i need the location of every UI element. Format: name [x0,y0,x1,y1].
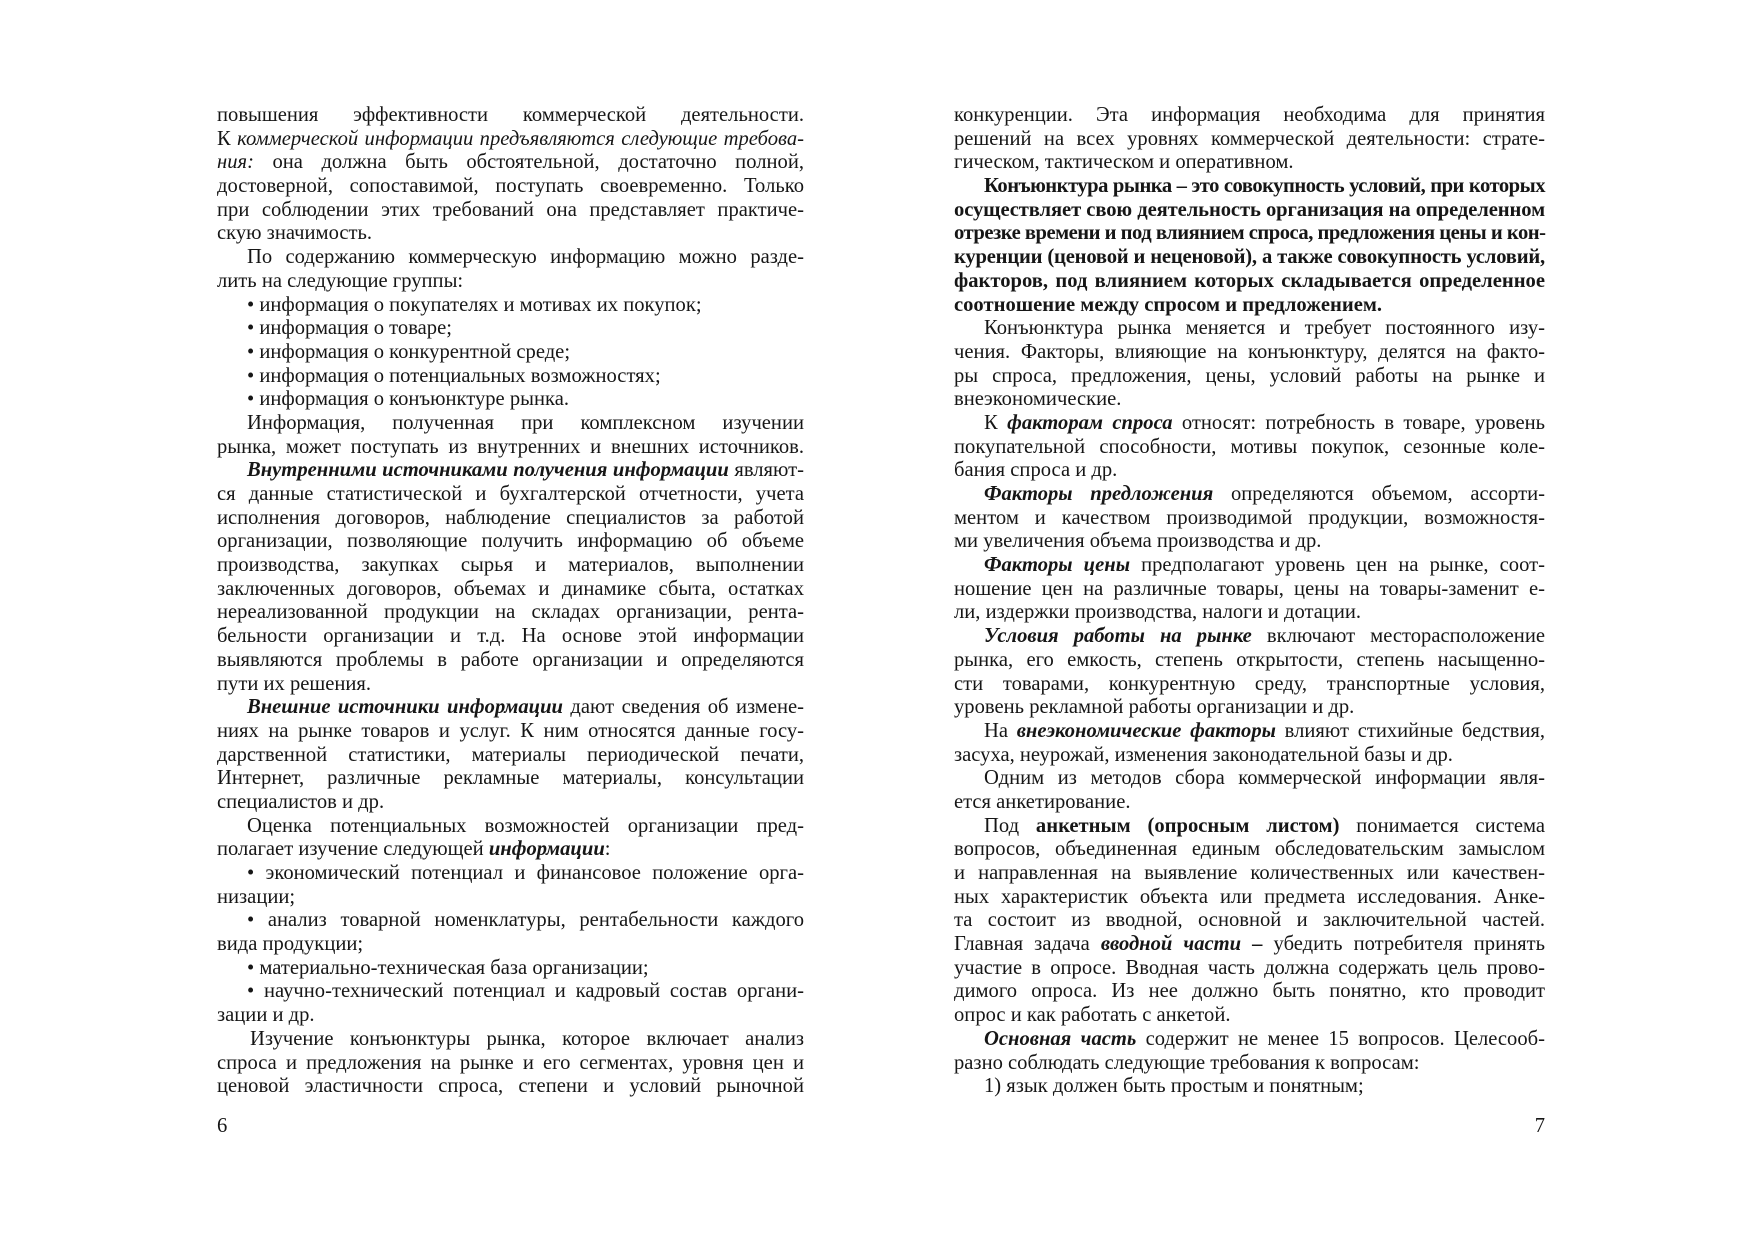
text-segment: димого опроса. Из нее должно быть понятно, кто проводит [954,980,1545,1003]
text-segment: конкуренции. Эта информация необходима для принятия [954,104,1545,126]
text-line [954,412,1545,436]
text-line [217,175,804,199]
text-segment: чения. Факторы, влияющие на конъюнктуру, делятся на факто- [954,340,1545,363]
text-segment: пути их решения. [217,672,372,695]
text-segment: опрос и как работать с анкетой. [954,1004,1231,1027]
emphasized-text: куренции (ценовой и неценовой), а также совокупность условий, [954,246,1545,269]
text-segment: при соблюдении этих требований она представляет практиче- [217,198,804,221]
text-line [954,530,1545,554]
text-segment: ниях на рынке товаров и услуг. К ним относятся данные госу- [217,719,804,742]
text-segment: По содержанию коммерческую информацию можно разде- [247,246,804,269]
text-line [954,886,1545,910]
text-segment: • научно-технический потенциал и кадровый состав органи- [247,980,804,1003]
text-segment: содержит не менее 15 вопросов. Целесооб- [1136,1027,1545,1050]
emphasized-text: внеэкономические факторы [1016,719,1276,742]
text-line [217,720,804,744]
text-segment: вопросов, объединенная единым обследовательским замыслом [954,838,1545,861]
text-segment: покупательной способности, мотивы покупок, сезонные коле- [954,435,1545,458]
text-segment: внеэкономические. [954,388,1122,411]
text-segment: определяются объемом, ассорти- [1213,483,1545,505]
text-line [217,791,804,815]
text-line [954,388,1545,412]
text-segment: рынка, его емкость, степень открытости, степень насыщенно- [954,648,1545,671]
emphasized-text: Внутренними источниками получения информации [247,459,729,482]
text-segment: производства, закупках сырья и материалов, выполнении [217,554,804,577]
text-line [217,436,804,460]
text-line [217,222,804,246]
text-segment: ных характеристик объекта или предмета исследования. Анке- [954,885,1545,908]
text-line [954,601,1545,625]
text-line [954,104,1545,128]
text-line [217,933,804,957]
emphasized-text: факторам спроса [1007,411,1173,434]
text-line [954,1052,1545,1076]
text-line [954,720,1545,744]
text-line [954,578,1545,602]
text-segment: ется анкетирование. [954,790,1131,813]
text-line [217,530,804,554]
text-line [217,459,804,483]
text-line [217,744,804,768]
text-line [217,199,804,223]
text-line [954,980,1545,1004]
text-line [217,886,804,910]
text-segment: уровень рекламной работы организации и др. [954,696,1355,719]
emphasized-text: Конъюнктура рынка – это совокупность условий, при которых [984,175,1545,198]
text-line [954,483,1545,507]
text-line [954,649,1545,673]
text-segment: Интернет, различные рекламные материалы, консультации [217,767,804,790]
text-line [954,554,1545,578]
text-line [217,341,804,365]
text-segment: понимается система [1339,814,1546,837]
text-segment: • информация о потенциальных возможностях; [247,364,661,387]
emphasized-text: Внешние источники информации [247,696,563,719]
text-segment: влияют стихийные бедствия, [1275,719,1545,742]
text-segment: • информация о товаре; [247,317,452,340]
text-line [954,909,1545,933]
text-segment: ми увеличения объема производства и др. [954,530,1322,553]
text-segment: полагает изучение следующей [217,838,489,861]
emphasized-text: Условия работы на рынке [984,625,1252,648]
text-line [217,1052,804,1076]
text-line [217,388,804,412]
text-segment: рынка, может поступать из внутренних и внешних источников. [217,435,804,458]
text-segment: та состоит из вводной, основной и заключительной частей. [954,909,1545,932]
text-line [217,649,804,673]
text-line [954,270,1545,294]
emphasized-text: вводной части – [1100,933,1263,956]
text-line [217,862,804,886]
text-line [954,696,1545,720]
text-line [954,365,1545,389]
text-segment: бельности организации и т.д. На основе этой информации [217,625,804,648]
emphasized-text: соотношение между спросом и предложением. [954,293,1383,316]
text-line [217,554,804,578]
text-line [217,673,804,697]
text-line [954,151,1545,175]
page-right-text [954,104,1545,1099]
text-line [954,199,1545,223]
text-segment: исполнения договоров, наблюдение специалистов за работой [217,506,804,529]
text-segment: • информация о конкурентной среде; [247,340,571,363]
text-segment: • материально-техническая база организации; [247,956,649,979]
emphasized-text: факторов, под влиянием которых складывается определенное [954,269,1545,292]
text-segment: решений на всех уровнях коммерческой деятельности: страте- [954,127,1545,150]
text-segment: она должна быть обстоятельной, достаточно полной, [253,151,804,174]
text-line [954,933,1545,957]
text-segment: вида продукции; [217,933,364,956]
text-segment: нереализованной продукции на складах организации, рента- [217,601,804,624]
text-line [217,957,804,981]
text-line [217,128,804,152]
text-segment: Под [984,814,1036,837]
text-segment: заключенных договоров, объемах и динамике сбыта, остатках [217,577,804,600]
text-line [217,767,804,791]
text-segment: • экономический потенциал и финансовое положение орга- [247,862,804,884]
text-line [217,483,804,507]
text-line [217,246,804,270]
text-segment: Изучение конъюнктуры рынка, которое включает анализ [250,1027,804,1050]
emphasized-text: ния: [217,151,254,174]
text-segment: Одним из методов сбора коммерческой информации явля- [984,767,1545,790]
text-segment: предполагают уровень цен на рынке, соот- [1130,554,1545,577]
text-segment: Оценка потенциальных возможностей организации пред- [247,814,804,837]
text-line [217,1028,804,1052]
text-segment: К [217,127,238,150]
text-line [954,673,1545,697]
emphasized-text: информации [488,838,605,861]
text-segment: Конъюнктура рынка меняется и требует постоянного изу- [984,317,1545,340]
text-segment: зации и др. [217,1004,315,1027]
text-segment: Информация, полученная при комплексном изучении [247,411,804,434]
text-segment: спроса и предложения на рынке и его сегментах, уровня цен и [217,1051,804,1074]
text-line [217,696,804,720]
text-segment: дарственной статистики, материалы периодической печати, [217,743,804,766]
text-line [217,317,804,341]
text-segment: • информация о покупателях и мотивах их покупок; [247,293,702,316]
text-line [217,151,804,175]
emphasized-text: Факторы предложения [984,483,1214,505]
text-segment: дают сведения об измене- [563,696,804,719]
text-line [217,625,804,649]
text-segment: лить на следующие группы: [217,269,464,292]
text-line [954,838,1545,862]
text-segment: Главная задача [954,933,1101,956]
text-segment: организации, позволяющие получить информацию об объеме [217,530,804,553]
emphasized-text: Факторы цены [984,554,1130,577]
text-line [954,767,1545,791]
emphasized-text: анкетным (опросным листом) [1035,814,1340,837]
text-segment: и направленная на выявление количественных или качествен- [954,862,1545,884]
text-line [954,222,1545,246]
text-segment: низации; [217,885,296,908]
text-line [954,294,1545,318]
text-segment: достоверной, сопоставимой, поступать своевременно. Только [217,175,804,198]
text-line [954,957,1545,981]
text-line [954,459,1545,483]
text-segment: участие в опросе. Вводная часть должна содержать цель прово- [954,956,1545,979]
text-segment: ры спроса, предложения, цены, условий работы на рынке и [954,364,1545,387]
text-line [954,128,1545,152]
text-line [217,1004,804,1028]
emphasized-text: коммерческой информации предъявляются следующие требова- [237,127,804,150]
text-segment: гическом, тактическом и оперативном. [954,151,1294,174]
text-line [954,1075,1545,1099]
text-segment: ценовой эластичности спроса, степени и условий рыночной [217,1075,804,1098]
text-segment: специалистов и др. [217,790,385,813]
text-segment: ментом и качеством производимой продукции, возможностя- [954,506,1545,529]
text-segment: ли, издержки производства, налоги и дотации. [954,601,1362,624]
emphasized-text: Основная часть [984,1027,1137,1050]
text-line [954,815,1545,839]
text-segment: выявляются проблемы в работе организации и определяются [217,648,804,671]
text-segment: 1) язык должен быть простым и понятным; [984,1075,1364,1098]
text-line [954,1004,1545,1028]
text-segment: бания спроса и др. [954,459,1118,482]
text-segment: скую значимость. [217,222,373,245]
text-line [954,1028,1545,1052]
text-segment: включают месторасположение [1251,625,1545,648]
emphasized-text: осуществляет свою деятельность организация на определенном [954,198,1545,221]
page-number-left: 6 [217,1115,228,1137]
text-segment: являют- [728,459,804,482]
text-line [217,412,804,436]
text-line [217,909,804,933]
text-segment: К [984,411,1008,434]
emphasized-text: отрезке времени и под влиянием спроса, предложения цены и кон- [954,222,1546,245]
text-segment: разно соблюдать следующие требования к вопросам: [954,1051,1420,1074]
text-line [954,862,1545,886]
text-line [217,980,804,1004]
text-line [954,341,1545,365]
text-line [217,507,804,531]
text-segment: засуха, неурожай, изменения законодательной базы и др. [954,743,1453,766]
page-number-right: 7 [1534,1115,1545,1137]
text-line [954,507,1545,531]
text-line [217,838,804,862]
text-line [954,744,1545,768]
text-segment: относят: потребность в товаре, уровень [1172,411,1545,434]
text-line [217,365,804,389]
text-line [954,175,1545,199]
text-line [954,625,1545,649]
page-left-text [217,104,804,1099]
text-segment: ся данные статистической и бухгалтерской отчетности, учета [217,483,804,505]
text-line [217,601,804,625]
text-segment: сти товарами, конкурентную среду, транспортные условия, [954,672,1545,695]
text-line [954,246,1545,270]
text-line [954,791,1545,815]
text-segment: убедить потребителя принять [1262,933,1545,956]
text-line [217,294,804,318]
text-line [217,578,804,602]
text-line [954,436,1545,460]
text-line [217,1075,804,1099]
text-line [217,270,804,294]
text-segment: • информация о конъюнктуре рынка. [247,388,569,411]
text-segment: ношение цен на различные товары, цены на товары-заменит е- [954,577,1545,600]
text-segment: • анализ товарной номенклатуры, рентабельности каждого [247,909,804,932]
text-segment: На [984,719,1017,742]
text-line [217,815,804,839]
text-segment: : [604,838,611,861]
text-line [954,317,1545,341]
text-segment: повышения эффективности коммерческой деятельности. [217,104,804,126]
text-line [217,104,804,128]
